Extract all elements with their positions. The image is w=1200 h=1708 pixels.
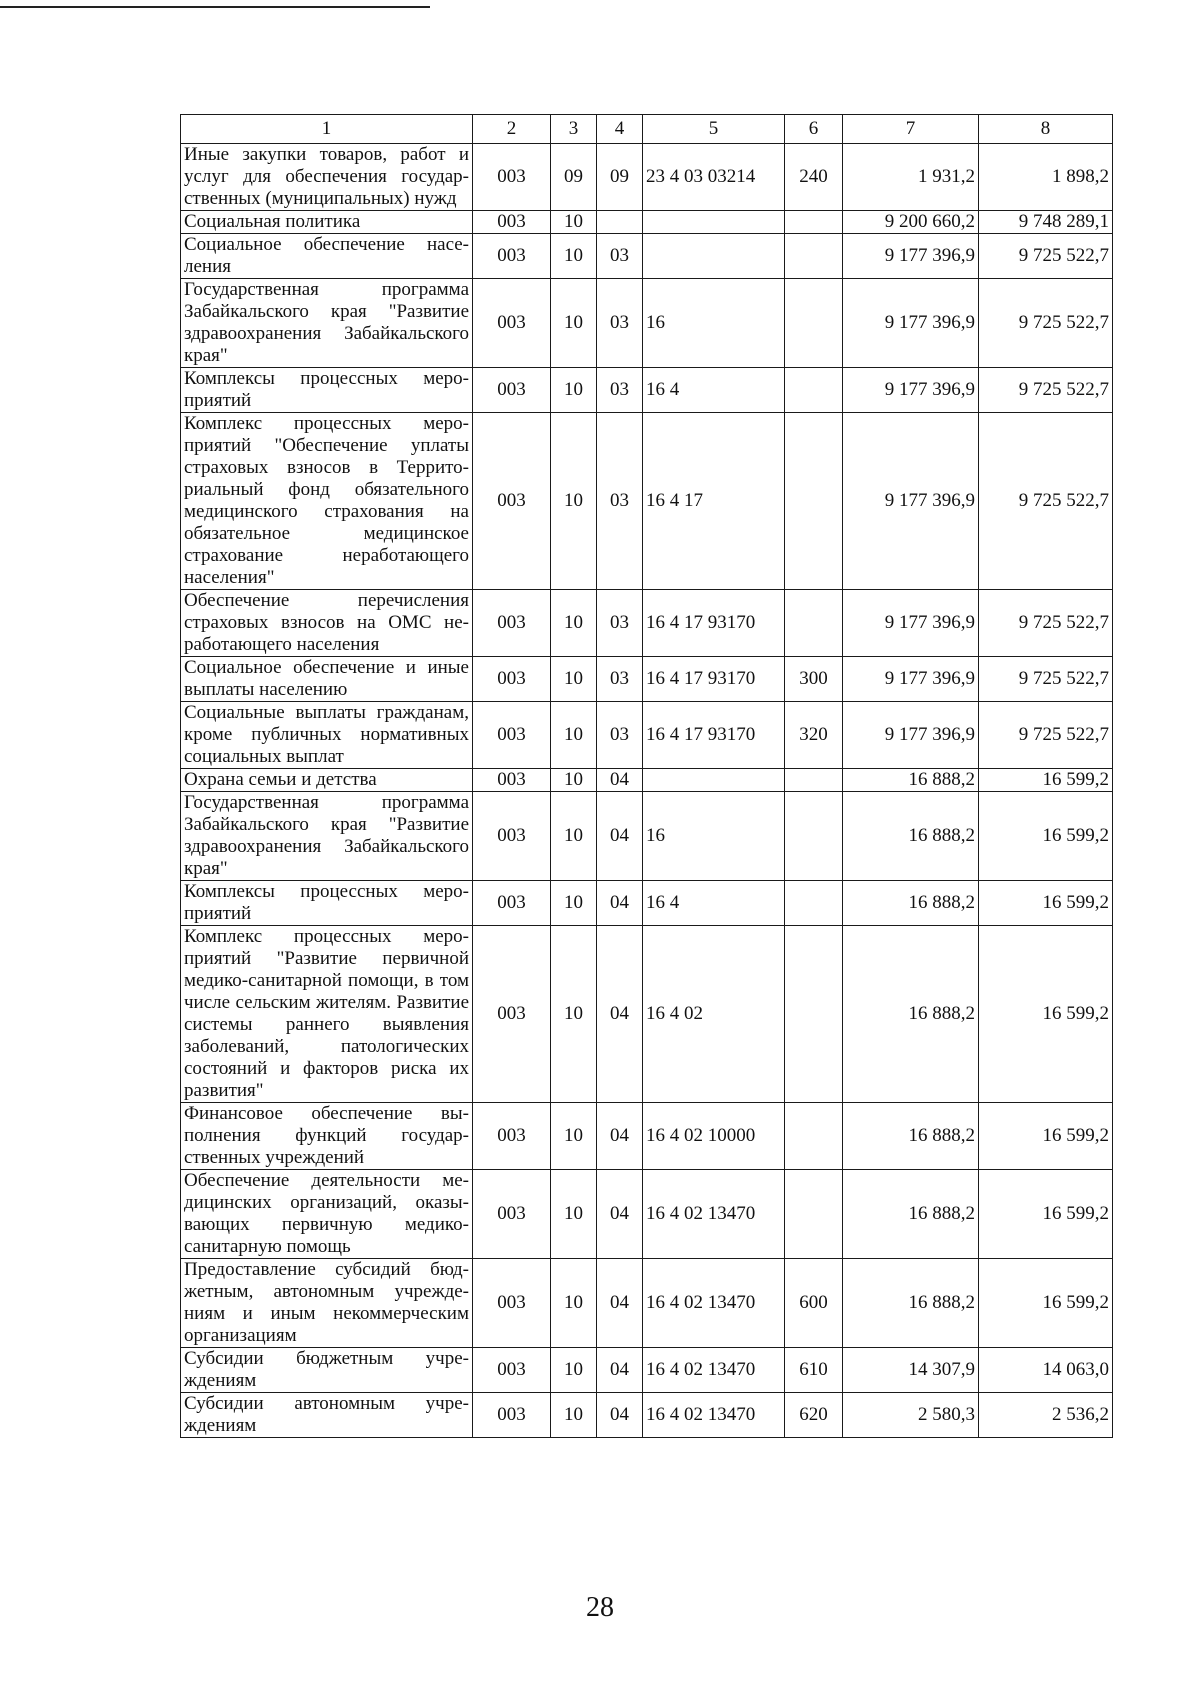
amount-year-2-cell: 9 725 522,7 <box>979 657 1113 702</box>
admin-code-cell: 003 <box>473 881 551 926</box>
target-article-cell <box>643 211 785 234</box>
subsection-cell: 03 <box>597 368 643 413</box>
amount-year-1-cell: 16 888,2 <box>843 926 979 1103</box>
admin-code-cell: 003 <box>473 1393 551 1438</box>
section-cell: 10 <box>551 657 597 702</box>
row-name-cell: Охрана семьи и детства <box>181 769 473 792</box>
amount-year-2-cell: 16 599,2 <box>979 881 1113 926</box>
subsection-cell: 04 <box>597 1103 643 1170</box>
row-name-cell: Социальное обеспечение населения <box>181 234 473 279</box>
amount-year-1-cell: 1 931,2 <box>843 144 979 211</box>
section-cell: 09 <box>551 144 597 211</box>
table-row <box>181 1393 1113 1438</box>
expense-type-cell: 610 <box>785 1348 843 1393</box>
row-name-cell: Комплексы процессных мероприятий <box>181 881 473 926</box>
column-header: 1 <box>181 115 473 144</box>
section-cell: 10 <box>551 702 597 769</box>
row-name-cell: Комплексы процессных мероприятий <box>181 368 473 413</box>
amount-year-1-cell: 9 177 396,9 <box>843 657 979 702</box>
expense-type-cell <box>785 234 843 279</box>
admin-code-cell: 003 <box>473 1170 551 1259</box>
page-number: 28 <box>586 1592 614 1623</box>
admin-code-cell: 003 <box>473 211 551 234</box>
subsection-cell: 03 <box>597 279 643 368</box>
expense-type-cell: 320 <box>785 702 843 769</box>
section-cell: 10 <box>551 792 597 881</box>
amount-year-1-cell: 9 177 396,9 <box>843 590 979 657</box>
target-article-cell: 16 <box>643 792 785 881</box>
target-article-cell: 16 4 17 93170 <box>643 657 785 702</box>
expense-type-cell <box>785 881 843 926</box>
expense-type-cell <box>785 1103 843 1170</box>
admin-code-cell: 003 <box>473 657 551 702</box>
row-name-cell: Комплекс процессных мероприятий "Обеспечение уплаты страховых взносов в Территориальный фонд обязательного медицинского страхования на обязательное медицинское страхование неработающего населения" <box>181 413 473 590</box>
table-row <box>181 413 1113 590</box>
table-header-row <box>181 115 1113 144</box>
column-header: 3 <box>551 115 597 144</box>
amount-year-1-cell: 16 888,2 <box>843 769 979 792</box>
target-article-cell <box>643 234 785 279</box>
table-row <box>181 368 1113 413</box>
admin-code-cell: 003 <box>473 234 551 279</box>
column-header: 7 <box>843 115 979 144</box>
subsection-cell: 03 <box>597 702 643 769</box>
expense-type-cell <box>785 769 843 792</box>
section-cell: 10 <box>551 279 597 368</box>
amount-year-1-cell: 9 200 660,2 <box>843 211 979 234</box>
amount-year-2-cell: 9 725 522,7 <box>979 234 1113 279</box>
amount-year-1-cell: 9 177 396,9 <box>843 368 979 413</box>
table-row <box>181 769 1113 792</box>
table-row <box>181 590 1113 657</box>
subsection-cell: 04 <box>597 769 643 792</box>
subsection-cell: 04 <box>597 792 643 881</box>
admin-code-cell: 003 <box>473 413 551 590</box>
amount-year-2-cell: 1 898,2 <box>979 144 1113 211</box>
amount-year-2-cell: 9 725 522,7 <box>979 590 1113 657</box>
amount-year-1-cell: 16 888,2 <box>843 1170 979 1259</box>
table-row <box>181 279 1113 368</box>
table-row <box>181 1103 1113 1170</box>
table-row <box>181 144 1113 211</box>
target-article-cell: 23 4 03 03214 <box>643 144 785 211</box>
table-row <box>181 1348 1113 1393</box>
amount-year-1-cell: 9 177 396,9 <box>843 279 979 368</box>
expense-type-cell: 240 <box>785 144 843 211</box>
target-article-cell: 16 4 02 13470 <box>643 1259 785 1348</box>
amount-year-2-cell: 9 725 522,7 <box>979 702 1113 769</box>
expense-type-cell <box>785 368 843 413</box>
subsection-cell: 04 <box>597 881 643 926</box>
target-article-cell: 16 4 02 13470 <box>643 1348 785 1393</box>
target-article-cell: 16 <box>643 279 785 368</box>
row-name-cell: Социальные выплаты гражданам, кроме публичных нормативных социальных выплат <box>181 702 473 769</box>
admin-code-cell: 003 <box>473 1259 551 1348</box>
admin-code-cell: 003 <box>473 926 551 1103</box>
row-name-cell: Субсидии автономным учреждениям <box>181 1393 473 1438</box>
section-cell: 10 <box>551 590 597 657</box>
section-cell: 10 <box>551 368 597 413</box>
expense-type-cell <box>785 1170 843 1259</box>
target-article-cell: 16 4 02 13470 <box>643 1393 785 1438</box>
table-row <box>181 211 1113 234</box>
amount-year-2-cell: 16 599,2 <box>979 792 1113 881</box>
section-cell: 10 <box>551 413 597 590</box>
expense-type-cell <box>785 926 843 1103</box>
admin-code-cell: 003 <box>473 1103 551 1170</box>
target-article-cell <box>643 769 785 792</box>
expense-type-cell: 620 <box>785 1393 843 1438</box>
target-article-cell: 16 4 02 13470 <box>643 1170 785 1259</box>
amount-year-2-cell: 9 725 522,7 <box>979 368 1113 413</box>
column-header: 5 <box>643 115 785 144</box>
expense-type-cell <box>785 211 843 234</box>
target-article-cell: 16 4 <box>643 881 785 926</box>
amount-year-2-cell: 9 725 522,7 <box>979 279 1113 368</box>
subsection-cell: 04 <box>597 926 643 1103</box>
subsection-cell: 03 <box>597 657 643 702</box>
subsection-cell <box>597 211 643 234</box>
target-article-cell: 16 4 17 93170 <box>643 590 785 657</box>
subsection-cell: 04 <box>597 1393 643 1438</box>
row-name-cell: Социальная политика <box>181 211 473 234</box>
amount-year-2-cell: 16 599,2 <box>979 1103 1113 1170</box>
column-header: 2 <box>473 115 551 144</box>
amount-year-2-cell: 16 599,2 <box>979 1170 1113 1259</box>
amount-year-2-cell: 16 599,2 <box>979 926 1113 1103</box>
table-row <box>181 1259 1113 1348</box>
amount-year-1-cell: 2 580,3 <box>843 1393 979 1438</box>
amount-year-2-cell: 9 725 522,7 <box>979 413 1113 590</box>
column-header: 4 <box>597 115 643 144</box>
target-article-cell: 16 4 02 10000 <box>643 1103 785 1170</box>
amount-year-2-cell: 16 599,2 <box>979 769 1113 792</box>
admin-code-cell: 003 <box>473 279 551 368</box>
column-header: 6 <box>785 115 843 144</box>
admin-code-cell: 003 <box>473 144 551 211</box>
target-article-cell: 16 4 17 93170 <box>643 702 785 769</box>
expense-type-cell: 600 <box>785 1259 843 1348</box>
section-cell: 10 <box>551 881 597 926</box>
expense-type-cell <box>785 792 843 881</box>
row-name-cell: Субсидии бюджетным учреждениям <box>181 1348 473 1393</box>
expense-type-cell <box>785 279 843 368</box>
row-name-cell: Государственная программа Забайкальского края "Развитие здравоохранения Забайкальского края" <box>181 792 473 881</box>
amount-year-1-cell: 14 307,9 <box>843 1348 979 1393</box>
table-row <box>181 926 1113 1103</box>
admin-code-cell: 003 <box>473 769 551 792</box>
amount-year-1-cell: 16 888,2 <box>843 881 979 926</box>
table-row <box>181 234 1113 279</box>
table-row <box>181 702 1113 769</box>
admin-code-cell: 003 <box>473 792 551 881</box>
scan-edge-line <box>0 6 430 8</box>
subsection-cell: 04 <box>597 1259 643 1348</box>
table-row <box>181 1170 1113 1259</box>
amount-year-1-cell: 16 888,2 <box>843 792 979 881</box>
row-name-cell: Финансовое обеспечение выполнения функций государственных учреждений <box>181 1103 473 1170</box>
budget-table <box>180 114 1113 1438</box>
row-name-cell: Государственная программа Забайкальского края "Развитие здравоохранения Забайкальского края" <box>181 279 473 368</box>
amount-year-1-cell: 16 888,2 <box>843 1103 979 1170</box>
row-name-cell: Иные закупки товаров, работ и услуг для обеспечения государственных (муниципальных) нужд <box>181 144 473 211</box>
subsection-cell: 09 <box>597 144 643 211</box>
row-name-cell: Комплекс процессных мероприятий "Развитие первичной медико-санитарной помощи, в том числе сельским жителям. Развитие системы раннего выявления заболеваний, патологических состояний и факторов риска их развития" <box>181 926 473 1103</box>
amount-year-2-cell: 16 599,2 <box>979 1259 1113 1348</box>
subsection-cell: 04 <box>597 1348 643 1393</box>
section-cell: 10 <box>551 1259 597 1348</box>
amount-year-1-cell: 9 177 396,9 <box>843 702 979 769</box>
table-row <box>181 792 1113 881</box>
row-name-cell: Предоставление субсидий бюджетным, автономным учреждениям и иным некоммерческим организациям <box>181 1259 473 1348</box>
target-article-cell: 16 4 <box>643 368 785 413</box>
amount-year-2-cell: 2 536,2 <box>979 1393 1113 1438</box>
subsection-cell: 03 <box>597 590 643 657</box>
target-article-cell: 16 4 02 <box>643 926 785 1103</box>
section-cell: 10 <box>551 211 597 234</box>
admin-code-cell: 003 <box>473 702 551 769</box>
subsection-cell: 03 <box>597 234 643 279</box>
expense-type-cell <box>785 413 843 590</box>
amount-year-1-cell: 16 888,2 <box>843 1259 979 1348</box>
amount-year-1-cell: 9 177 396,9 <box>843 234 979 279</box>
expense-type-cell: 300 <box>785 657 843 702</box>
subsection-cell: 03 <box>597 413 643 590</box>
row-name-cell: Обеспечение деятельности медицинских организаций, оказывающих первичную медико-санитарную помощь <box>181 1170 473 1259</box>
table-row <box>181 657 1113 702</box>
amount-year-1-cell: 9 177 396,9 <box>843 413 979 590</box>
admin-code-cell: 003 <box>473 590 551 657</box>
section-cell: 10 <box>551 1170 597 1259</box>
row-name-cell: Социальное обеспечение и иные выплаты населению <box>181 657 473 702</box>
target-article-cell: 16 4 17 <box>643 413 785 590</box>
expense-type-cell <box>785 590 843 657</box>
section-cell: 10 <box>551 1393 597 1438</box>
column-header: 8 <box>979 115 1113 144</box>
section-cell: 10 <box>551 1348 597 1393</box>
section-cell: 10 <box>551 769 597 792</box>
admin-code-cell: 003 <box>473 368 551 413</box>
amount-year-2-cell: 9 748 289,1 <box>979 211 1113 234</box>
subsection-cell: 04 <box>597 1170 643 1259</box>
section-cell: 10 <box>551 234 597 279</box>
section-cell: 10 <box>551 926 597 1103</box>
table-row <box>181 881 1113 926</box>
row-name-cell: Обеспечение перечисления страховых взносов на ОМС неработающего населения <box>181 590 473 657</box>
section-cell: 10 <box>551 1103 597 1170</box>
amount-year-2-cell: 14 063,0 <box>979 1348 1113 1393</box>
admin-code-cell: 003 <box>473 1348 551 1393</box>
